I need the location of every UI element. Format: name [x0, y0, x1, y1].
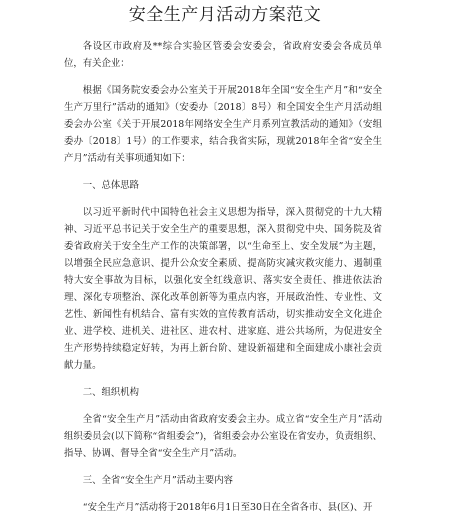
section-body-organization: 全省“安全生产月”活动由省政府安委会主办。成立省“安全生产月”活动组织委员会(以下简称“省组委会”)，省组委会办公室设在省安办，负责组织、指导、协调、督导全省“安全生产月”活动。 — [64, 414, 382, 459]
document-title: 安全生产月活动方案范文 — [128, 5, 322, 25]
section-heading-organization: 二、组织机构 — [82, 387, 140, 398]
section-heading-general-idea: 一、总体思路 — [82, 180, 140, 191]
section-body-general-idea: 以习近平新时代中国特色社会主义思想为指导，深入贯彻党的十九大精神、习近平总书记关于安全生产的重要思想，深入贯彻党中央、国务院及省委省政府关于安全生产工作的决策部署，以“生命至上、安全发展”为主题，以增强全民应急意识、提升公众安全素质、提高防灾减灾救灾能力、遏制重特大安全事故为目标，以强化安全红线意识、落实安全责任、推进依法治理、深化专项整治、深化改革创新等为重点内容，开展政治性、专业性、文艺性、新闻性有机结合、富有实效的宣传教育活动，切实推动安全文化进企业、进学校、进机关、进社区、进农村、进家庭、进公共场所，为促进安全生产形势持续稳定好转，为再上新台阶、建设新福建和全面建成小康社会贡献力量。 — [64, 207, 382, 371]
intro-paragraph: 根据《国务院安委会办公室关于开展2018年全国“安全生产月”和“安全生产万里行”活动的通知》（安委办〔2018〕8号）和全国安全生产月活动组委会办公室《关于开展2018年网络安全生产月系列宣教活动的通知》（安组委办〔2018〕1号）的工作要求，结合我省实际，现就2018年全省“安全生产月”活动有关事项通知如下： — [64, 85, 382, 164]
salutation-paragraph: 各设区市政府及**综合实验区管委会安委会，省政府安委会各成员单位，有关企业： — [64, 41, 382, 69]
document-body — [64, 38, 382, 526]
section-heading-main-content: 三、全省“安全生产月”活动主要内容 — [82, 475, 234, 486]
section-body-main-content: “安全生产月”活动将于2018年6月1日至30日在全省各市、县(区)、开 — [82, 502, 373, 513]
